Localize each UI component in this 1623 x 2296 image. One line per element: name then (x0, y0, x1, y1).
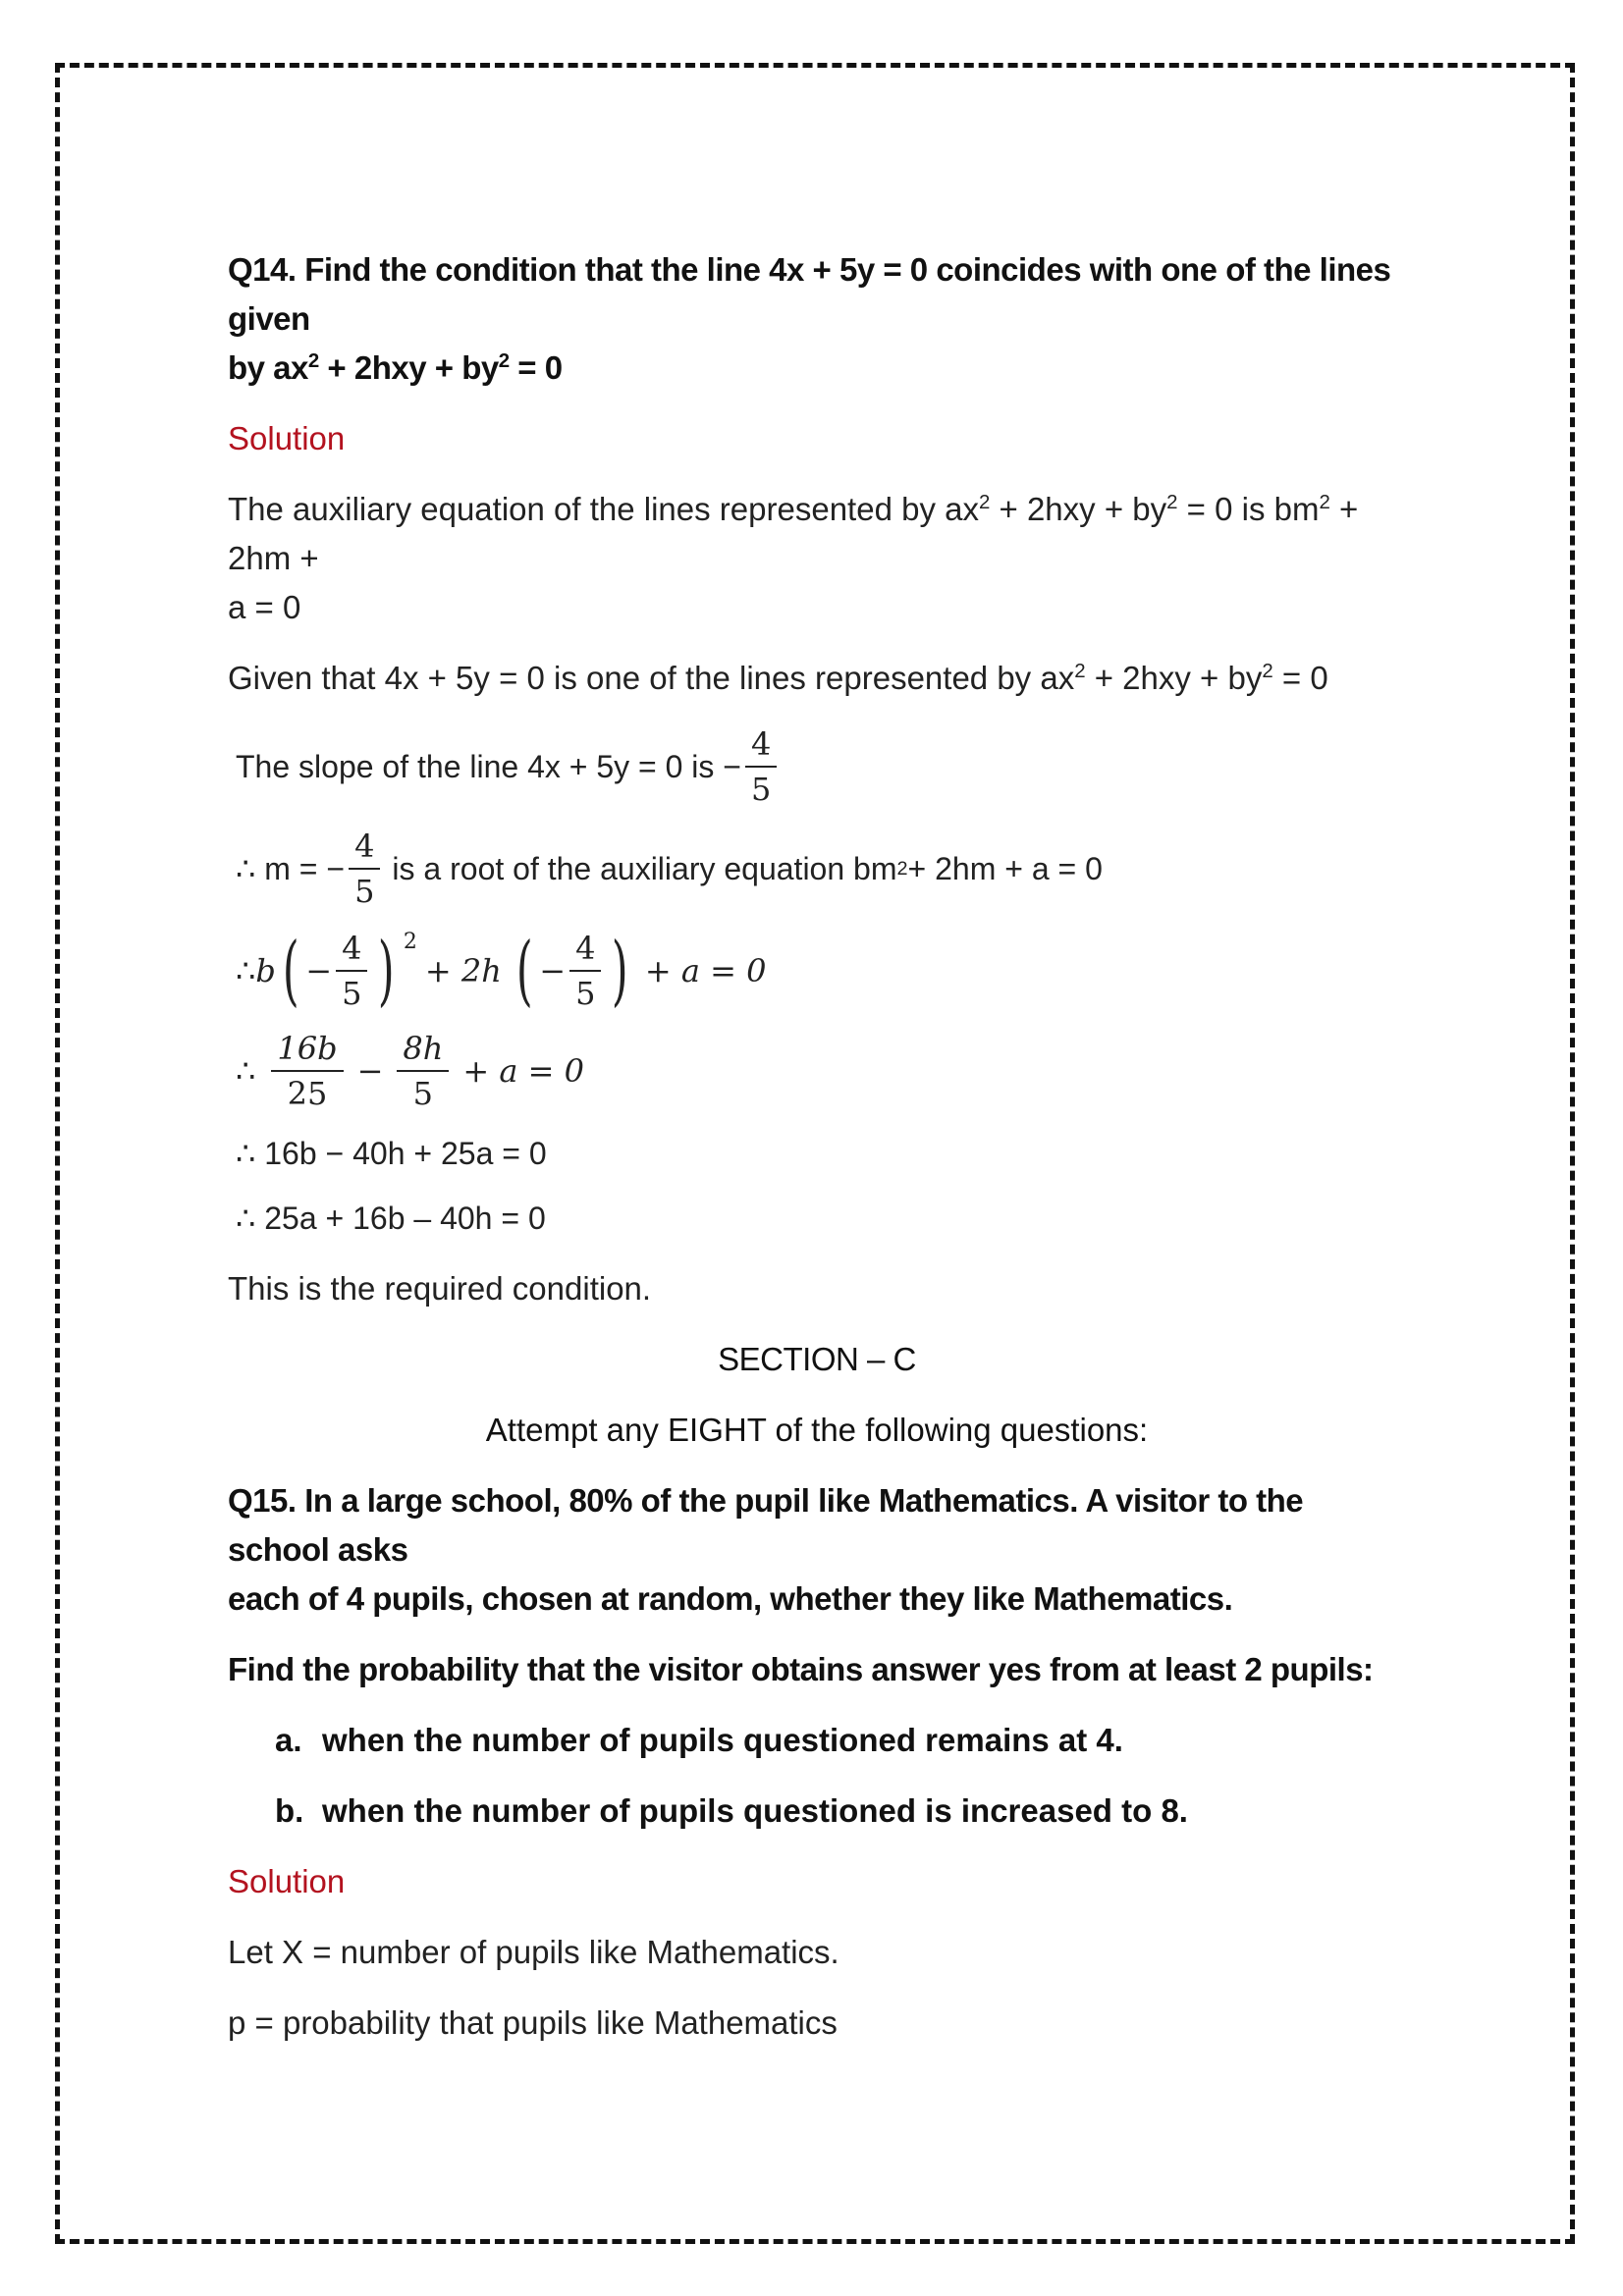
section-instruction: Attempt any EIGHT of the following questions: (485, 1412, 1149, 1448)
slope-line: The slope of the line 4x + 5y = 0 is − $\frac{4}{5}$ (236, 724, 1406, 809)
question-14: Q14. Find the condition that the line 4x + 5y = 0 coincides with one of the lines given by $ax^2 + 2hxy + by^2 = 0$ (228, 251, 1391, 386)
given-statement: Given that 4x + 5y = 0 is one of the lines represented by $ax^2 + 2hxy + by^2 = 0$ (228, 660, 1328, 696)
slope-fraction: $\frac{4}{5}$ (745, 724, 777, 809)
root-line: ∴ m = − $\frac{4}{5}$ is a root of the auxiliary equation bm 2 + 2hm + a = 0 (236, 828, 1103, 910)
conclusion-text: This is the required condition. (228, 1270, 652, 1307)
auxiliary-equation-statement: The auxiliary equation of the lines represented by $ax^2 + 2hxy + by^2 = 0$ is $bm^2 + 2hm$ + a = 0 (228, 491, 1359, 625)
solution-heading: Solution (228, 420, 346, 456)
page-content (228, 245, 1406, 2069)
solution-heading-2: Solution (228, 1863, 346, 1899)
simplified-fraction-line: ∴ $\frac{16b}{25}$ − $\frac{8h}{5}$ + a = 0 (236, 1030, 584, 1112)
final-equation-line: ∴ 25a + 16b – 40h = 0 (236, 1201, 546, 1236)
question-15-task: Find the probability that the visitor obtains answer yes from at least 2 pupils: (228, 1651, 1374, 1687)
question-15: Q15. In a large school, 80% of the pupil like Mathematics. A visitor to the school asks each of 4 pupils, chosen at random, whether they like Mathematics. (228, 1482, 1304, 1617)
linear-equation-line: ∴ 16b − 40h + 25a = 0 (236, 1136, 547, 1171)
list-item: a. when the number of pupils questioned remains at 4. (275, 1722, 1123, 1758)
p-definition: p = probability that pupils like Mathematics (228, 2004, 838, 2041)
section-title: SECTION – C (718, 1341, 916, 1377)
list-item: b. when the number of pupils questioned is increased to 8. (275, 1792, 1188, 1829)
root-fraction: $\frac{4}{5}$ (349, 827, 380, 911)
substitution-line: ∴ b ( − $\frac{4}{5}$ ) 2 + 2h ( − $\frac{4}{5}$ ) + a = 0 (236, 927, 767, 1015)
question-14-line1: Q14. Find the condition that the line 4x + 5y = 0 coincides with one of the lines given (228, 251, 1391, 337)
let-x-definition: Let X = number of pupils like Mathematics. (228, 1934, 839, 1970)
